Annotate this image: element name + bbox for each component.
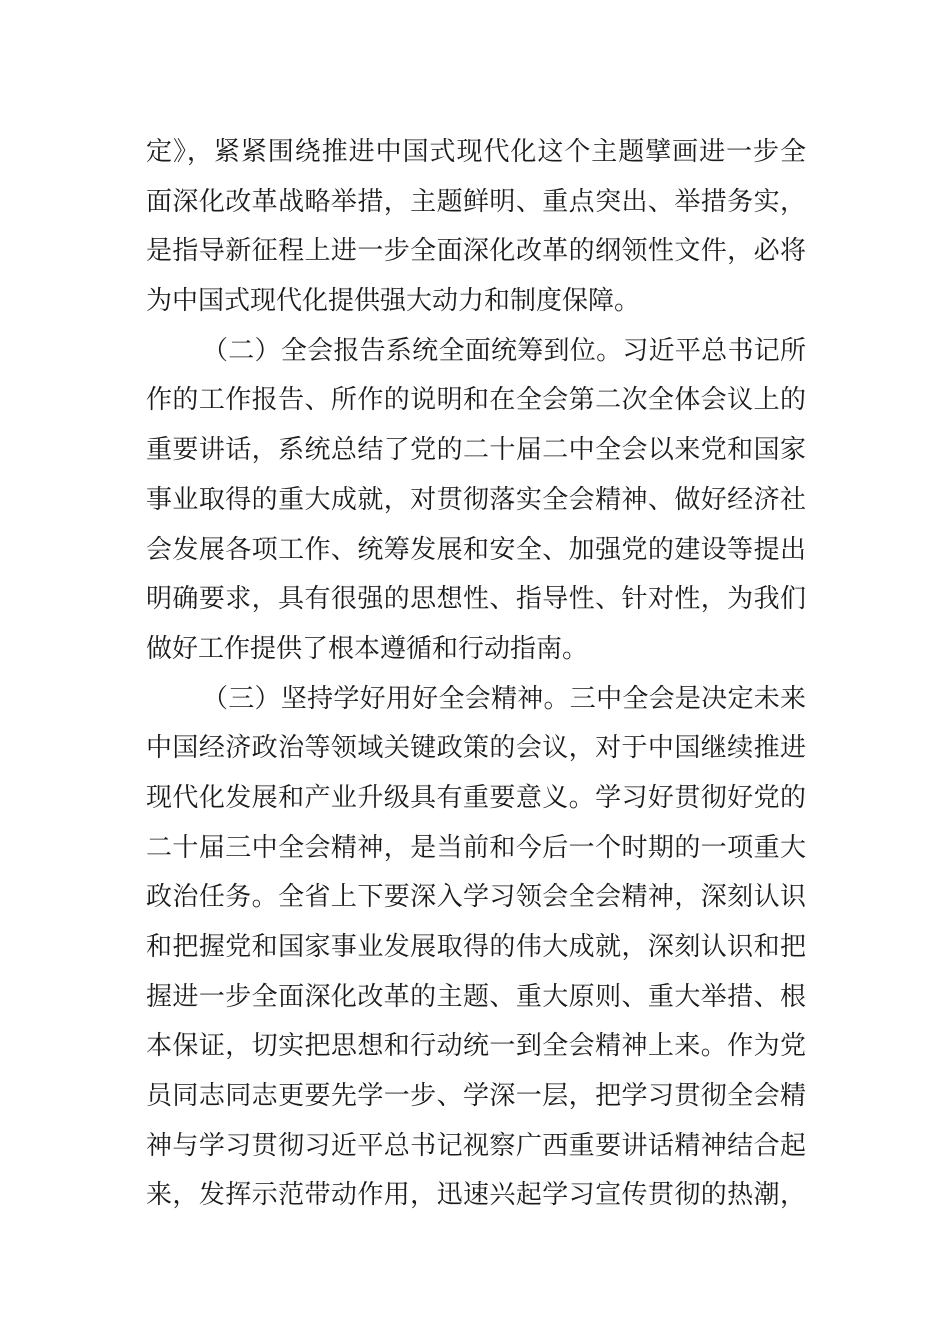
text-line: 会发展各项工作、统筹发展和安全、加强党的建设等提出	[146, 534, 806, 565]
text-line: 来，发挥示范带动作用，迅速兴起学习宣传贯彻的热潮，	[146, 1180, 806, 1211]
text-line: 政治任务。全省上下要深入学习领会全会精神，深刻认识	[146, 882, 806, 913]
text-line: 二十届三中全会精神，是当前和今后一个时期的一项重大	[146, 832, 806, 863]
text-line: 中国经济政治等领域关键政策的会议，对于中国继续推进	[146, 733, 806, 764]
text-line: 重要讲话，系统总结了党的二十届二中全会以来党和国家	[146, 435, 806, 466]
text-line: 和把握党和国家事业发展取得的伟大成就，深刻认识和把	[146, 932, 806, 962]
text-line: 做好工作提供了根本遵循和行动指南。	[146, 633, 589, 664]
text-line: 事业取得的重大成就，对贯彻落实全会精神、做好经济社	[146, 484, 806, 515]
text-line: 定》，紧紧围绕推进中国式现代化这个主题擘画进一步全	[146, 137, 806, 167]
text-line: 神与学习贯彻习近平总书记视察广西重要讲话精神结合起	[146, 1130, 806, 1161]
body-text	[146, 128, 806, 1221]
text-line: 为中国式现代化提供强大动力和制度保障。	[146, 286, 641, 317]
text-line: 明确要求，具有很强的思想性、指导性、针对性，为我们	[146, 584, 806, 615]
text-line: 本保证，切实把思想和行动统一到全会精神上来。作为党	[146, 1031, 806, 1062]
text-line: （二）全会报告系统全面统筹到位。习近平总书记所	[202, 335, 806, 366]
text-line: 握进一步全面深化改革的主题、重大原则、重大举措、根	[146, 981, 806, 1012]
text-line: （三）坚持学好用好全会精神。三中全会是决定未来	[202, 683, 806, 714]
text-line: 是指导新征程上进一步全面深化改革的纲领性文件，必将	[146, 236, 806, 267]
text-line: 员同志同志更要先学一步、学深一层，把学习贯彻全会精	[146, 1081, 806, 1112]
text-line: 作的工作报告、所作的说明和在全会第二次全体会议上的	[146, 385, 806, 416]
text-line: 面深化改革战略举措，主题鲜明、重点突出、举措务实，	[146, 186, 806, 217]
text-line: 现代化发展和产业升级具有重要意义。学习好贯彻好党的	[146, 782, 806, 813]
